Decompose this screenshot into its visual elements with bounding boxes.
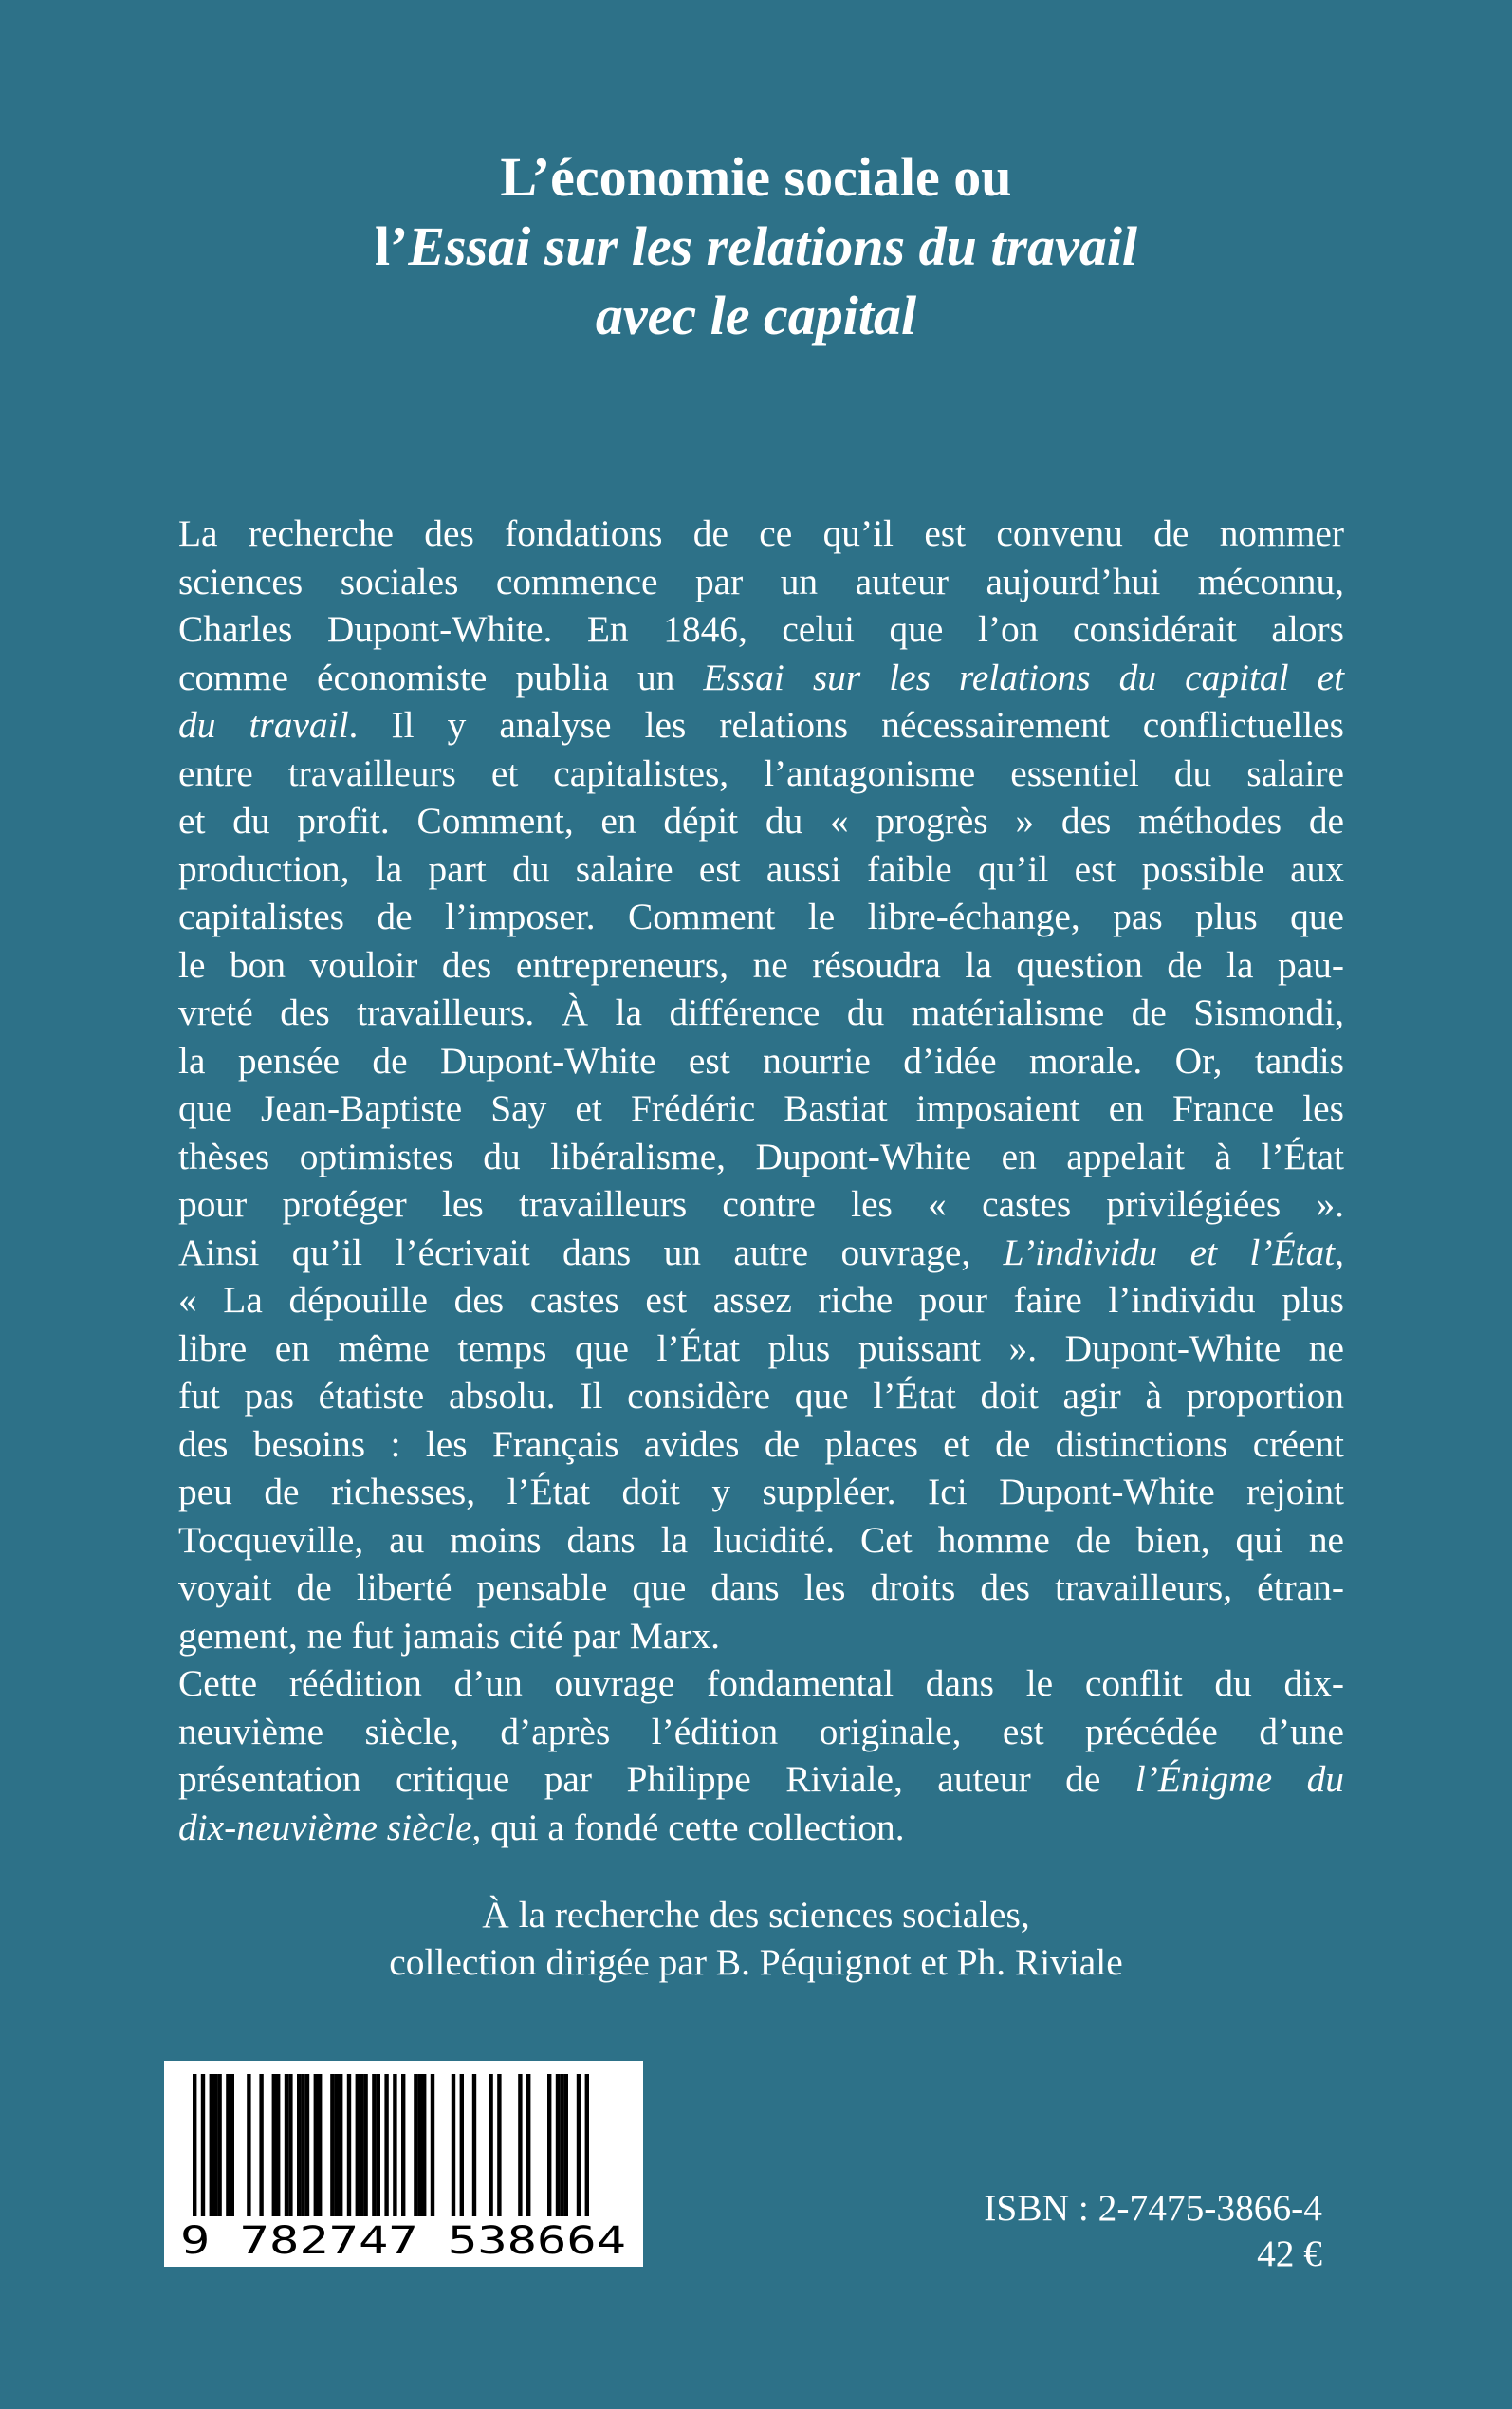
barcode-graphic — [164, 2061, 643, 2267]
barcode-bar — [335, 2074, 339, 2216]
barcode-bar — [564, 2074, 568, 2216]
text-segment: présentation critique par Philippe Riviale, auteur de — [178, 1758, 1135, 1800]
barcode-bar — [230, 2074, 234, 2216]
barcode-bar — [259, 2074, 263, 2216]
text-segment: . Il y analyse les relations nécessairement conflictuelles — [348, 704, 1344, 746]
text-line: sciences sociales commence par un auteur aujourd’hui méconnu, — [178, 560, 1344, 602]
text-line — [178, 654, 1344, 702]
text-line: neuvième siècle, d’après l’édition originale, est précédée d’une — [178, 1710, 1344, 1752]
title-italic-part: Essai sur les relations du travail — [408, 215, 1138, 277]
barcode-bar — [497, 2074, 501, 2216]
text-line: Cette réédition d’un ouvrage fondamental dans le conflit du dix- — [178, 1662, 1344, 1704]
text-line: le bon vouloir des entrepreneurs, ne résoudra la question de la pau- — [178, 943, 1344, 986]
barcode-bars — [193, 2074, 589, 2216]
text-line: que Jean-Baptiste Say et Frédéric Bastiat imposaient en France les — [178, 1087, 1344, 1129]
barcode-bar — [556, 2074, 560, 2216]
text-line — [178, 701, 1344, 750]
barcode-bar — [226, 2074, 230, 2216]
barcode-bar — [472, 2074, 476, 2216]
barcode-bar — [217, 2074, 221, 2216]
barcode-bar — [360, 2074, 363, 2216]
barcode-bar — [414, 2074, 417, 2216]
italic-book-title: dix-neuvième siècle — [178, 1806, 472, 1848]
barcode-bar — [356, 2074, 360, 2216]
barcode-bar — [418, 2074, 422, 2216]
collection-name: À la recherche des sciences sociales, — [482, 1894, 1030, 1936]
isbn-block — [984, 2185, 1322, 2276]
text-line: Charles Dupont-White. En 1846, celui que l’on considérait alors — [178, 608, 1344, 650]
barcode-digits: 9 782747 538664 — [180, 2219, 626, 2263]
text-line — [178, 1229, 1344, 1277]
barcode-bar — [213, 2074, 217, 2216]
italic-book-title: Essai sur les relations du capital et — [703, 656, 1345, 698]
italic-book-title: l’Énigme du — [1134, 1758, 1344, 1800]
text-line — [178, 1755, 1344, 1804]
barcode-bar — [339, 2074, 342, 2216]
barcode-bar — [305, 2074, 309, 2216]
barcode-bar — [577, 2074, 581, 2216]
back-cover-text — [178, 510, 1344, 1851]
barcode-bar — [201, 2074, 205, 2216]
isbn-number: ISBN : 2-7475-3866-4 — [984, 2187, 1322, 2229]
barcode-bar — [460, 2074, 464, 2216]
text-line: vreté des travailleurs. À la différence du matérialisme de Sismondi, — [178, 991, 1344, 1033]
barcode-bar — [489, 2074, 492, 2216]
text-line: libre en même temps que l’État plus puissant ». Dupont-White ne — [178, 1326, 1344, 1369]
barcode-bar — [288, 2074, 292, 2216]
barcode-bar — [384, 2074, 388, 2216]
text-segment: comme économiste publia un — [178, 656, 704, 698]
title-line-2 — [0, 212, 1512, 281]
barcode-bar — [526, 2074, 530, 2216]
barcode-bar — [518, 2074, 522, 2216]
text-line: gement, ne fut jamais cité par Marx. — [178, 1614, 720, 1657]
barcode-bar — [297, 2074, 301, 2216]
barcode-bar — [547, 2074, 551, 2216]
barcode-bar — [452, 2074, 455, 2216]
text-line: capitalistes de l’imposer. Comment le libre-échange, pas plus que — [178, 896, 1344, 937]
barcode-bar — [347, 2074, 351, 2216]
barcode-bar — [363, 2074, 367, 2216]
barcode-bar — [377, 2074, 380, 2216]
text-line: fut pas étatiste absolu. Il considère que l’État doit agir à proportion — [178, 1375, 1344, 1417]
barcode-bar — [560, 2074, 563, 2216]
italic-book-title: du travail — [178, 704, 349, 746]
price: 42 € — [1257, 2233, 1322, 2274]
text-line: Tocqueville, au moins dans la lucidité. Cet homme de bien, qui ne — [178, 1518, 1344, 1561]
text-segment: , qui a fondé cette collection. — [471, 1806, 905, 1848]
book-title — [0, 142, 1512, 350]
barcode-bar — [372, 2074, 376, 2216]
text-line — [178, 1804, 1344, 1852]
text-line: La recherche des fondations de ce qu’il est convenu de nommer — [178, 512, 1344, 554]
barcode-bar — [276, 2074, 280, 2216]
text-line: la pensée de Dupont-White est nourrie d’idée morale. Or, tandis — [178, 1039, 1344, 1082]
barcode-bar — [314, 2074, 318, 2216]
barcode — [164, 2061, 643, 2267]
barcode-bar — [193, 2074, 196, 2216]
text-segment: Ainsi qu’il l’écrivait dans un autre ouvrage, — [178, 1231, 1004, 1273]
text-line: pour protéger les travailleurs contre les « castes privilégiées ». — [178, 1183, 1344, 1225]
text-line: thèses optimistes du libéralisme, Dupont-White en appelait à l’État — [178, 1135, 1344, 1177]
text-line: voyait de liberté pensable que dans les droits des travailleurs, étran- — [178, 1566, 1344, 1608]
collection-editors: collection dirigée par B. Péquignot et Ph. Riviale — [389, 1941, 1123, 1983]
italic-book-title: L’individu et l’État — [1003, 1231, 1336, 1273]
barcode-bar — [401, 2074, 405, 2216]
barcode-bar — [247, 2074, 250, 2216]
text-line: peu de richesses, l’État doit y suppléer. Ici Dupont-White rejoint — [178, 1471, 1344, 1512]
text-line: entre travailleurs et capitalistes, l’antagonisme essentiel du salaire — [178, 751, 1344, 794]
text-line: et du profit. Comment, en dépit du « progrès » des méthodes de — [178, 800, 1344, 842]
barcode-bar — [431, 2074, 434, 2216]
collection-info — [0, 1891, 1512, 1986]
barcode-bar — [285, 2074, 288, 2216]
title-line-1: L’économie sociale ou — [500, 146, 1012, 208]
barcode-bar — [318, 2074, 322, 2216]
barcode-bar — [585, 2074, 589, 2216]
text-line: production, la part du salaire est aussi faible qu’il est possible aux — [178, 847, 1344, 890]
barcode-bar — [393, 2074, 396, 2216]
title-prefix: l’ — [374, 215, 409, 277]
text-line: « La dépouille des castes est assez riche pour faire l’individu plus — [178, 1279, 1344, 1321]
text-line: des besoins : les Français avides de places et de distinctions créent — [178, 1422, 1344, 1465]
text-segment: , — [1335, 1231, 1344, 1273]
barcode-bar — [330, 2074, 334, 2216]
barcode-bar — [422, 2074, 426, 2216]
title-line-3: avec le capital — [595, 285, 917, 346]
barcode-bar — [301, 2074, 304, 2216]
barcode-bar — [210, 2074, 213, 2216]
barcode-bar — [272, 2074, 276, 2216]
